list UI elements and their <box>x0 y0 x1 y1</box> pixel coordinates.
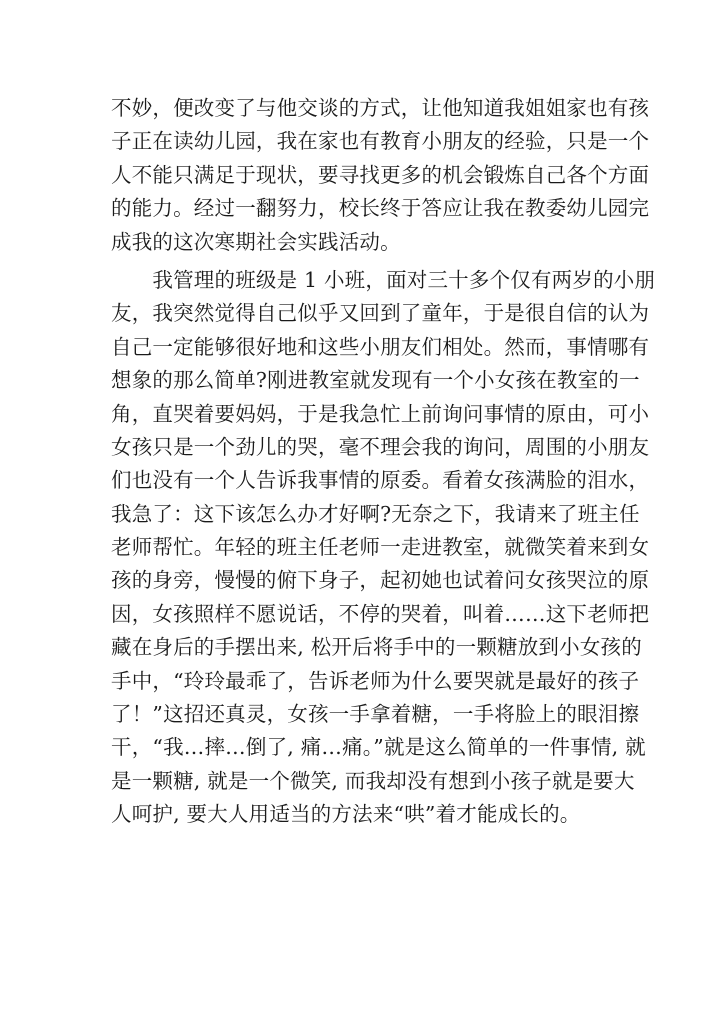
text-line: 是一颗糖, 就是一个微笑, 而我却没有想到小孩子就是要大 <box>111 768 635 793</box>
text-line: 孩的身旁，慢慢的俯下身子，起初她也试着问女孩哭泣的原 <box>111 568 650 593</box>
text-line: 子正在读幼儿园，我在家也有教育小朋友的经验，只是一个 <box>111 129 650 154</box>
text-line: 的能力。经过一翻努力，校长终于答应让我在教委幼儿园完 <box>111 196 650 221</box>
text-line: 友，我突然觉得自己似乎又回到了童年，于是很自信的认为 <box>111 301 650 326</box>
text-line: 自己一定能够很好地和这些小朋友们相处。然而，事情哪有 <box>111 334 650 359</box>
text-line: 想象的那么简单?刚进教室就发现有一个小女孩在教室的一 <box>111 368 640 393</box>
text-line: 老师帮忙。年轻的班主任老师一走进教室，就微笑着来到女 <box>111 535 650 560</box>
text-line: 我急了：这下该怎么办才好啊?无奈之下，我请来了班主任 <box>111 501 640 526</box>
text-line: 们也没有一个人告诉我事情的原委。看着女孩满脸的泪水， <box>111 468 650 493</box>
body-text <box>111 92 656 832</box>
text-line: 我管理的班级是 1 小班，面对三十多个仅有两岁的小朋 <box>111 267 656 292</box>
text-line: 了！”这招还真灵，女孩一手拿着糖，一手将脸上的眼泪擦 <box>111 702 640 727</box>
text-line: 成我的这次寒期社会实践活动。 <box>111 229 401 254</box>
paragraph <box>111 92 650 259</box>
text-line: 不妙，便改变了与他交谈的方式，让他知道我姐姐家也有孩 <box>111 96 650 120</box>
text-line: 人呵护, 要大人用适当的方法来“哄”着才能成长的。 <box>111 802 581 827</box>
text-line: 角，直哭着要妈妈，于是我急忙上前询问事情的原由，可小 <box>111 401 650 426</box>
text-line: 女孩只是一个劲儿的哭，毫不理会我的询问，周围的小朋友 <box>111 434 650 459</box>
text-line: 藏在身后的手摆出来, 松开后将手中的一颗糖放到小女孩的 <box>111 635 642 660</box>
text-line: 因，女孩照样不愿说话，不停的哭着，叫着……这下老师把 <box>111 601 650 626</box>
paragraph <box>111 264 656 832</box>
text-line: 人不能只满足于现状，要寻找更多的机会锻炼自己各个方面 <box>111 162 650 187</box>
text-line: 干，“我…摔…倒了, 痛…痛。”就是这么简单的一件事情, 就 <box>111 735 646 760</box>
text-line: 手中，“玲玲最乖了，告诉老师为什么要哭就是最好的孩子 <box>111 668 640 693</box>
